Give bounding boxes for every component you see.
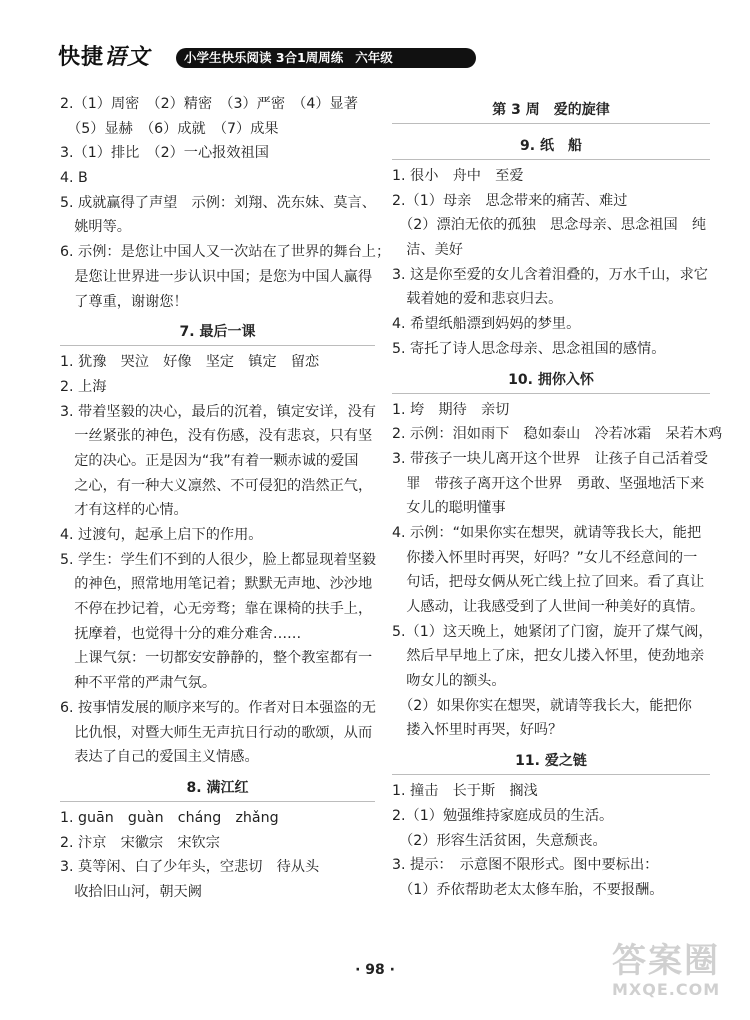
left-column — [60, 92, 391, 905]
section-title — [392, 743, 710, 779]
series-band — [176, 48, 476, 68]
series-title: 小学生快乐阅读 3合1周周练 — [184, 50, 344, 65]
section-rule — [392, 774, 710, 775]
answer-line: （2）如果你实在想哭，就请等我长大，能把你 — [392, 697, 692, 714]
answer-line: 4. B — [60, 170, 88, 187]
answer-line: 1. 垮 期待 亲切 — [392, 401, 510, 418]
page-header — [58, 44, 418, 70]
answer-line: 比仇恨，对暨大师生无声抗日行动的歌颂，从而 — [60, 724, 373, 741]
answer-line: 4. 希望纸船漂到妈妈的梦里。 — [392, 316, 581, 333]
section-title — [392, 128, 710, 164]
answer-line: 你搂入怀里时再哭，好吗？”女儿不经意间的一 — [392, 549, 698, 566]
section-title-text: 7. 最后一课 — [179, 324, 256, 341]
answer-line: 不停在抄记着，心无旁骛；靠在课椅的扶手上， — [60, 601, 373, 618]
section-title-text: 8. 满江红 — [186, 779, 249, 796]
answer-line: 吻女儿的额头。 — [392, 673, 506, 690]
watermark-main: 答案圈 — [612, 941, 720, 981]
answer-line: 才有这样的心情。 — [60, 502, 188, 519]
watermark-sub: MXQE.COM — [612, 980, 721, 999]
answer-line: 2.（1）母亲 思念带来的痛苦、难过 — [392, 192, 628, 209]
section-title-text: 10. 拥你入怀 — [508, 371, 594, 388]
answer-line: 1. 撞击 长于斯 搁浅 — [392, 783, 538, 800]
answer-line: 句话，把母女俩从死亡线上拉了回来。看了真让 — [392, 574, 705, 591]
answer-line: 6. 示例：是您让中国人又一次站在了世界的舞台上； — [60, 244, 391, 261]
answer-line: 种不平常的严肃气氛。 — [60, 675, 217, 692]
answer-line: 1. 很小 舟中 至爱 — [392, 168, 524, 184]
answer-line: 定的决心。正是因为“我”有着一颗赤诚的爱国 — [60, 452, 359, 469]
answer-line: 是您让世界进一步认识中国；是您为中国人赢得 — [60, 268, 373, 285]
answer-line: 3. 这是你至爱的女儿含着泪叠的，万水千山，求它 — [392, 266, 708, 283]
answer-line: 3. 提示： 示意图不限形式。图中要标出： — [392, 857, 659, 874]
section-title-text: 11. 爱之链 — [515, 753, 587, 770]
answer-line: 2.（1）周密 （2）精密 （3）严密 （4）显著 — [60, 96, 358, 112]
answer-line: （2）形容生活贫困，失意颓丧。 — [392, 832, 607, 849]
answer-line: 6. 按事情发展的顺序来写的。作者对日本强盗的无 — [60, 699, 376, 716]
answer-line: 收拾旧山河，朝天阙 — [60, 883, 202, 900]
section-rule — [60, 801, 375, 802]
answer-line: 姚明等。 — [60, 219, 131, 236]
answer-line: 3. 带孩子一块儿离开这个世界 让孩子自己活着受 — [392, 450, 708, 467]
answer-line: 4. 示例：“如果你实在想哭，就请等我长大，能把 — [392, 524, 702, 541]
answer-line: 罪 带孩子离开这个世界 勇敢、坚强地活下来 — [392, 475, 705, 492]
answer-line: （1）乔依帮助老太太修车胎，不要报酬。 — [392, 881, 664, 898]
answer-line: 女儿的聪明懂事 — [392, 500, 506, 517]
section-title — [60, 770, 375, 806]
grade-label: 六年级 — [355, 50, 393, 65]
section-title-text: 9. 纸 船 — [520, 138, 582, 154]
answer-line: 然后早早地上了床，把女儿搂入怀里，使劲地亲 — [392, 648, 705, 665]
answer-line: 3.（1）排比 （2）一心报效祖国 — [60, 145, 269, 162]
answer-line: 2. 示例：泪如雨下 稳如泰山 冷若冰霜 呆若木鸡 — [392, 426, 723, 443]
answer-line: 1. guān guàn cháng zhǎng — [60, 809, 279, 826]
logo-text-2: 语文 — [104, 43, 151, 70]
answer-line: 之心，有一种大义凛然、不可侵犯的浩然正气， — [60, 477, 373, 494]
section-rule — [392, 159, 710, 160]
logo-text-1: 快捷 — [58, 43, 105, 70]
right-column — [392, 92, 723, 903]
answer-line: 3. 莫等闲、白了少年头，空悲切 待从头 — [60, 859, 320, 876]
section-title — [392, 362, 710, 398]
answer-line: 搂入怀里时再哭，好吗？ — [392, 722, 563, 739]
section-title — [60, 314, 375, 350]
answer-line: 上课气氛：一切都安安静静的，整个教室都有一 — [60, 650, 373, 667]
section-title — [392, 92, 710, 128]
answer-line: 2. 上海 — [60, 378, 107, 395]
answer-line: 5. 寄托了诗人思念母亲、思念祖国的感情。 — [392, 340, 666, 357]
answer-line: 5.（1）这天晚上，她紧闭了门窗，旋开了煤气阀， — [392, 623, 713, 640]
answer-line: 5. 学生：学生们不到的人很少，脸上都显现着坚毅 — [60, 551, 376, 568]
answer-line: 的神色，照常地用笔记着；默默无声地、沙沙地 — [60, 576, 373, 593]
answer-line: 一丝紧张的神色，没有伤感，没有悲哀，只有坚 — [60, 428, 373, 445]
answer-line: 5. 成就赢得了声望 示例：刘翔、冼东妹、莫言、 — [60, 194, 376, 211]
answer-line: （5）显赫 （6）成就 （7）成果 — [60, 120, 279, 137]
answer-line: 2.（1）勉强维持家庭成员的生活。 — [392, 807, 614, 824]
series-logo — [58, 38, 150, 72]
answer-line: 了尊重，谢谢您！ — [60, 293, 188, 310]
page-number: · 98 · — [355, 962, 395, 978]
section-rule — [60, 345, 375, 346]
section-title-text: 第 3 周 爱的旋律 — [492, 102, 610, 118]
answer-line: 载着她的爱和悲哀归去。 — [392, 291, 563, 308]
answer-line: 洁、美好 — [392, 242, 463, 259]
answer-line: 抚摩着，也觉得十分的难分难舍…… — [60, 625, 302, 642]
answer-line: 4. 过渡句，起承上启下的作用。 — [60, 527, 263, 543]
answer-line: 2. 汴京 宋徽宗 宋钦宗 — [60, 834, 220, 851]
answer-line: 表达了自己的爱国主义情感。 — [60, 749, 259, 766]
watermark-logo — [612, 942, 740, 1006]
answer-line: 1. 犹豫 哭泣 好像 坚定 镇定 留恋 — [60, 354, 320, 371]
section-rule — [392, 123, 710, 124]
answer-line: （2）漂泊无依的孤独 思念母亲、思念祖国 纯 — [392, 217, 707, 234]
section-rule — [392, 393, 710, 394]
answer-line: 3. 带着坚毅的决心，最后的沉着，镇定安详，没有 — [60, 403, 376, 420]
answer-line: 人感动，让我感受到了人世间一种美好的真情。 — [392, 599, 705, 615]
